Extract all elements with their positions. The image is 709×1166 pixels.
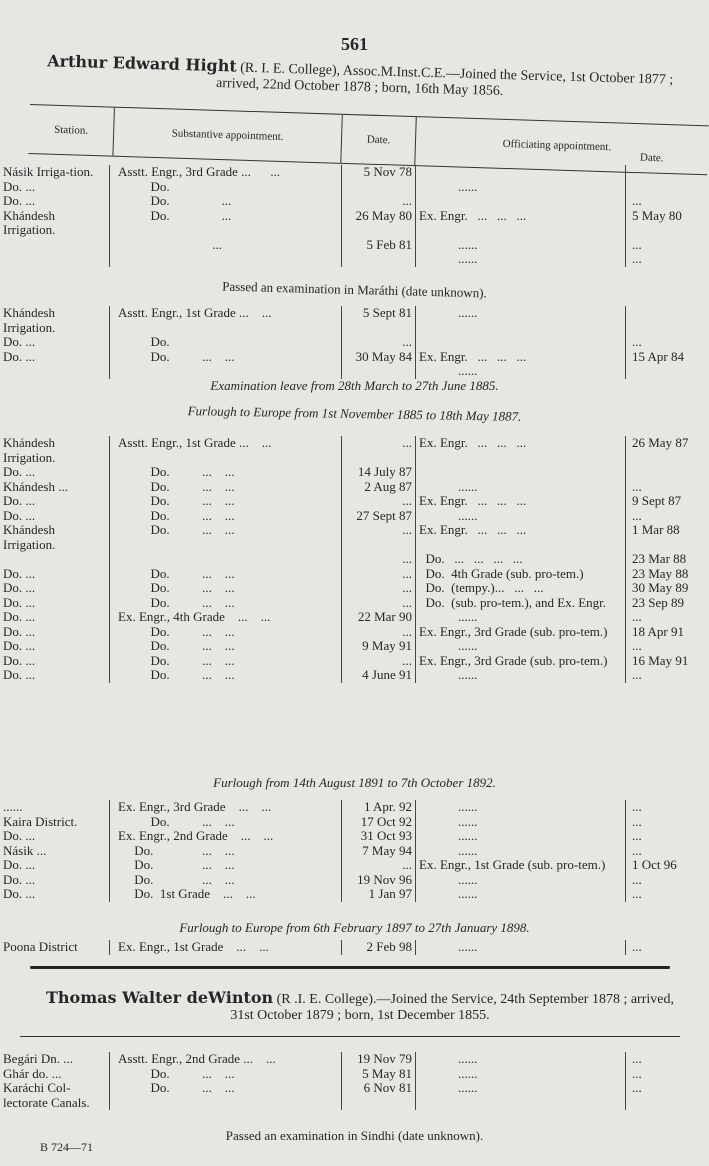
column-header-officiating: Officiating appointment. bbox=[502, 137, 612, 154]
officiating-date-cell: ... bbox=[632, 251, 642, 266]
substantive-cell bbox=[110, 552, 342, 567]
date-cell: ... bbox=[342, 335, 416, 350]
date-cell: 31 Oct 93 bbox=[342, 829, 416, 844]
officer-heading-dewinton bbox=[40, 990, 680, 1024]
substantive-cell: Do. ... ... bbox=[110, 523, 342, 552]
officiating-date-cell bbox=[626, 180, 709, 195]
date-cell: ... bbox=[342, 552, 416, 567]
station-cell: Do. ... bbox=[0, 639, 110, 654]
date-cell: 5 Nov 78 bbox=[342, 165, 416, 180]
officiating-cell: Ex. Engr. ... ... ... bbox=[416, 523, 626, 552]
date-cell: 9 May 91 bbox=[342, 639, 416, 654]
officiating-cell bbox=[416, 194, 626, 209]
date-cell: 6 Nov 81 bbox=[342, 1081, 416, 1110]
officiating-cell bbox=[416, 165, 626, 180]
officiating-cell: Do. 4th Grade (sub. pro-tem.) bbox=[416, 567, 626, 582]
substantive-cell bbox=[110, 364, 342, 379]
substantive-cell: Do. ... ... bbox=[110, 654, 342, 669]
substantive-cell: Asstt. Engr., 2nd Grade ... ... bbox=[110, 1052, 342, 1067]
date-cell: ... bbox=[342, 494, 416, 509]
service-table-section bbox=[0, 800, 709, 902]
column-header-date: Date. bbox=[341, 115, 416, 165]
table-row bbox=[0, 639, 709, 654]
officiating-cell: ...... bbox=[416, 252, 626, 267]
officiating-date-cell: ... bbox=[632, 1065, 642, 1081]
officiating-date-cell bbox=[626, 364, 709, 379]
column-header-substantive: Substantive appointment. bbox=[113, 108, 342, 163]
officiating-date-cell: ... bbox=[632, 813, 642, 829]
exam-note: Passed an examination in Sindhi (date unknown). bbox=[225, 1128, 484, 1143]
table-row bbox=[0, 844, 709, 859]
substantive-cell: Do. ... ... bbox=[110, 1067, 342, 1082]
officer-details: (R. I. E. College), Assoc.M.Inst.C.E.—Joined the Service, 1st October 1877 ; arrived, 22nd October 1878 ; born, 16th May 1856. bbox=[215, 60, 674, 100]
officiating-date-cell: ... bbox=[632, 828, 642, 843]
table-row bbox=[0, 1081, 709, 1110]
officiating-cell: ...... bbox=[416, 639, 626, 654]
station-cell: Kaira District. bbox=[0, 815, 110, 830]
date-cell: 14 July 87 bbox=[342, 465, 416, 480]
officiating-date-cell: 23 Sep 89 bbox=[632, 594, 684, 610]
date-cell: 2 Feb 98 bbox=[342, 940, 416, 955]
substantive-cell: Do. ... ... bbox=[110, 668, 342, 683]
officiating-date-cell bbox=[626, 465, 709, 480]
furlough-note: Furlough from 14th August 1891 to 7th October 1892. bbox=[213, 775, 496, 790]
date-cell: 22 Mar 90 bbox=[342, 610, 416, 625]
station-cell: Do. ... bbox=[0, 335, 110, 350]
officiating-cell: Ex. Engr. ... ... ... bbox=[416, 350, 626, 365]
substantive-cell: Ex. Engr., 4th Grade ... ... bbox=[110, 610, 342, 625]
substantive-cell: Do. 1st Grade ... ... bbox=[110, 887, 342, 902]
substantive-cell: Asstt. Engr., 1st Grade ... ... bbox=[110, 306, 342, 335]
station-cell: Do. ... bbox=[0, 350, 110, 365]
date-cell: 5 Sept 81 bbox=[342, 306, 416, 335]
station-cell: Násik Irriga-tion. bbox=[0, 165, 110, 180]
table-row bbox=[0, 887, 709, 902]
table-row bbox=[0, 465, 709, 480]
table-rule bbox=[20, 1036, 680, 1037]
officiating-date-cell: 23 May 88 bbox=[632, 565, 689, 581]
officiating-cell: ...... bbox=[416, 800, 626, 815]
date-cell: ... bbox=[342, 567, 416, 582]
date-cell: 19 Nov 79 bbox=[342, 1052, 416, 1067]
substantive-cell: Do. ... ... bbox=[110, 625, 342, 640]
officiating-date-cell: 5 May 80 bbox=[632, 207, 682, 223]
officiating-date-cell: ... bbox=[632, 871, 642, 887]
officer-name: Thomas Walter deWinton bbox=[46, 988, 274, 1007]
date-cell: ... bbox=[342, 625, 416, 640]
station-cell: Ghár do. ... bbox=[0, 1067, 110, 1082]
furlough-note: Furlough to Europe from 6th February 1897 to 27th January 1898. bbox=[179, 920, 530, 935]
date-cell: 4 June 91 bbox=[342, 668, 416, 683]
officiating-cell: ...... bbox=[416, 668, 626, 683]
date-cell: 7 May 94 bbox=[342, 844, 416, 859]
station-cell: Do. ... bbox=[0, 509, 110, 524]
station-cell: Do. ... bbox=[0, 596, 110, 611]
officiating-date-cell: 23 Mar 88 bbox=[632, 551, 687, 566]
officer-name: Arthur Edward Hight bbox=[46, 51, 238, 76]
officiating-cell bbox=[416, 465, 626, 480]
officiating-cell: Ex. Engr. ... ... ... bbox=[416, 494, 626, 509]
table-row bbox=[0, 1067, 709, 1082]
table-row bbox=[0, 1052, 709, 1067]
date-cell: 1 Jan 97 bbox=[342, 887, 416, 902]
officiating-cell: ...... bbox=[416, 238, 626, 253]
station-cell: Poona District bbox=[0, 940, 110, 955]
officer-details: (R .I. E. College).—Joined the Service, 24th September 1878 ; arrived, 31st October 1879 ; born, 1st December 1855. bbox=[230, 992, 674, 1023]
substantive-cell: Do. ... ... bbox=[110, 494, 342, 509]
officiating-cell: ...... bbox=[416, 509, 626, 524]
exam-note: Passed an examination in Maráthi (date unknown). bbox=[222, 278, 487, 301]
station-cell: Násik ... bbox=[0, 844, 110, 859]
date-cell bbox=[342, 180, 416, 195]
date-cell: ... bbox=[342, 581, 416, 596]
date-cell: ... bbox=[342, 194, 416, 209]
table-row bbox=[0, 668, 709, 683]
table-row bbox=[0, 350, 709, 365]
table-row bbox=[0, 480, 709, 495]
station-cell: Do. ... bbox=[0, 465, 110, 480]
table-row bbox=[0, 567, 709, 582]
service-table-section bbox=[0, 436, 709, 683]
table-row bbox=[0, 364, 709, 379]
officiating-date-cell: 1 Oct 96 bbox=[632, 857, 677, 872]
substantive-cell: Do. ... ... bbox=[110, 844, 342, 859]
substantive-cell: Do. ... ... bbox=[110, 858, 342, 873]
date-cell: 1 Apr. 92 bbox=[342, 800, 416, 815]
substantive-cell: Do. ... ... bbox=[110, 596, 342, 611]
officiating-date-cell bbox=[626, 165, 709, 180]
table-row bbox=[0, 610, 709, 625]
section-divider bbox=[30, 966, 670, 969]
officiating-cell: ...... bbox=[416, 610, 626, 625]
table-row bbox=[0, 509, 709, 524]
table-row bbox=[0, 494, 709, 509]
station-cell: Khándesh Irrigation. bbox=[0, 523, 110, 552]
station-cell: Do. ... bbox=[0, 668, 110, 683]
station-cell: Do. ... bbox=[0, 180, 110, 195]
date-cell bbox=[342, 364, 416, 379]
table-row bbox=[0, 436, 709, 465]
table-row bbox=[0, 581, 709, 596]
service-table-section bbox=[0, 165, 709, 267]
officiating-date-cell: 18 Apr 91 bbox=[632, 623, 684, 639]
officer-heading-hight bbox=[40, 53, 681, 105]
officiating-date-cell bbox=[626, 306, 709, 335]
station-cell: Do. ... bbox=[0, 567, 110, 582]
table-row bbox=[0, 209, 709, 238]
substantive-cell: Ex. Engr., 3rd Grade ... ... bbox=[110, 800, 342, 815]
substantive-cell: Do. bbox=[110, 335, 342, 350]
officiating-date-cell: ... bbox=[632, 334, 642, 349]
table-row bbox=[0, 873, 709, 888]
station-cell: Do. ... bbox=[0, 581, 110, 596]
officiating-date-cell: ... bbox=[632, 193, 642, 208]
substantive-cell: Do. ... ... bbox=[110, 639, 342, 654]
officiating-date-cell: 1 Mar 88 bbox=[632, 522, 680, 537]
table-row bbox=[0, 858, 709, 873]
date-cell: 30 May 84 bbox=[342, 350, 416, 365]
date-cell: 5 Feb 81 bbox=[342, 238, 416, 253]
service-table-section bbox=[0, 940, 709, 955]
table-row bbox=[0, 252, 709, 267]
leave-note: Examination leave from 28th March to 27th June 1885. bbox=[210, 378, 499, 393]
officiating-cell: ...... bbox=[416, 1052, 626, 1067]
officiating-cell: Ex. Engr. ... ... ... bbox=[416, 436, 626, 465]
date-cell: ... bbox=[342, 654, 416, 669]
officiating-cell: ...... bbox=[416, 815, 626, 830]
officiating-date-cell: 30 May 89 bbox=[632, 580, 689, 595]
officiating-date-cell: ... bbox=[632, 507, 642, 523]
table-row bbox=[0, 194, 709, 209]
substantive-cell bbox=[110, 252, 342, 267]
station-cell: Khándesh Irrigation. bbox=[0, 436, 110, 465]
substantive-cell: Asstt. Engr., 1st Grade ... ... bbox=[110, 436, 342, 465]
officiating-cell: ...... bbox=[416, 940, 626, 955]
date-cell: 2 Aug 87 bbox=[342, 480, 416, 495]
station-cell: Begári Dn. ... bbox=[0, 1052, 110, 1067]
date-cell: ... bbox=[342, 523, 416, 552]
officiating-date-cell: ... bbox=[632, 236, 642, 252]
station-cell: Do. ... bbox=[0, 887, 110, 902]
officiating-cell: ...... bbox=[416, 887, 626, 902]
substantive-cell: Do. ... ... bbox=[110, 581, 342, 596]
officiating-cell: ...... bbox=[416, 829, 626, 844]
service-table-section bbox=[0, 306, 709, 379]
station-cell: Karáchi Col-lectorate Canals. bbox=[0, 1081, 110, 1110]
table-row bbox=[0, 523, 709, 552]
officiating-date-cell: 15 Apr 84 bbox=[632, 348, 684, 364]
column-header-officiating-date: Date. bbox=[639, 151, 664, 165]
substantive-cell: Do. ... ... bbox=[110, 873, 342, 888]
substantive-cell: Do. ... ... bbox=[110, 1081, 342, 1110]
date-cell: 26 May 80 bbox=[342, 209, 416, 238]
officiating-cell: Ex. Engr., 1st Grade (sub. pro-tem.) bbox=[416, 858, 626, 873]
officiating-cell: Do. (tempy.)... ... ... bbox=[416, 581, 626, 596]
substantive-cell: Do. ... ... bbox=[110, 567, 342, 582]
table-row bbox=[0, 625, 709, 640]
date-cell bbox=[342, 252, 416, 267]
substantive-cell: Do. ... ... bbox=[110, 350, 342, 365]
date-cell: 5 May 81 bbox=[342, 1067, 416, 1082]
table-row bbox=[0, 335, 709, 350]
table-row bbox=[0, 940, 709, 955]
officiating-cell: ...... bbox=[416, 873, 626, 888]
officiating-cell: Ex. Engr., 3rd Grade (sub. pro-tem.) bbox=[416, 625, 626, 640]
substantive-cell: Do. ... ... bbox=[110, 465, 342, 480]
officiating-cell: Do. ... ... ... ... bbox=[416, 552, 626, 567]
officiating-date-cell: ... bbox=[632, 478, 642, 494]
officiating-date-cell: ... bbox=[632, 638, 642, 653]
table-row bbox=[0, 815, 709, 830]
substantive-cell: Do. ... ... bbox=[110, 480, 342, 495]
officiating-date-cell: ... bbox=[632, 1051, 642, 1066]
table-row bbox=[0, 165, 709, 180]
station-cell bbox=[0, 364, 110, 379]
table-row bbox=[0, 654, 709, 669]
station-cell: Khándesh ... bbox=[0, 480, 110, 495]
table-row bbox=[0, 596, 709, 611]
date-cell: 27 Sept 87 bbox=[342, 509, 416, 524]
officiating-cell: ...... bbox=[416, 306, 626, 335]
officiating-cell: Do. (sub. pro-tem.), and Ex. Engr. bbox=[416, 596, 626, 611]
station-cell bbox=[0, 552, 110, 567]
table-row bbox=[0, 306, 709, 335]
date-cell: ... bbox=[342, 436, 416, 465]
substantive-cell: Do. ... ... bbox=[110, 815, 342, 830]
table-row bbox=[0, 180, 709, 195]
date-cell: 19 Nov 96 bbox=[342, 873, 416, 888]
date-cell: ... bbox=[342, 858, 416, 873]
table-row bbox=[0, 800, 709, 815]
date-cell: 17 Oct 92 bbox=[342, 815, 416, 830]
officiating-cell: ...... bbox=[416, 844, 626, 859]
officiating-date-cell: 26 May 87 bbox=[632, 435, 689, 450]
officiating-date-cell: ... bbox=[632, 667, 642, 682]
officiating-date-cell: ... bbox=[632, 842, 642, 858]
station-cell: Do. ... bbox=[0, 194, 110, 209]
officiating-cell: ...... bbox=[416, 480, 626, 495]
substantive-cell: Asstt. Engr., 3rd Grade ... ... bbox=[110, 165, 342, 180]
table-row bbox=[0, 829, 709, 844]
page-number: 561 bbox=[341, 34, 368, 54]
officiating-cell: ...... bbox=[416, 1067, 626, 1082]
officiating-cell: ...... bbox=[416, 1081, 626, 1110]
station-cell: Do. ... bbox=[0, 494, 110, 509]
substantive-cell: Ex. Engr., 1st Grade ... ... bbox=[110, 940, 342, 955]
station-cell bbox=[0, 252, 110, 267]
station-cell: Do. ... bbox=[0, 610, 110, 625]
officiating-date-cell: 9 Sept 87 bbox=[632, 493, 682, 508]
substantive-cell: Ex. Engr., 2nd Grade ... ... bbox=[110, 829, 342, 844]
column-header-station: Station. bbox=[28, 105, 114, 156]
station-cell: Do. ... bbox=[0, 873, 110, 888]
officiating-cell: ...... bbox=[416, 364, 626, 379]
officiating-date-cell: 16 May 91 bbox=[632, 652, 689, 668]
officiating-date-cell: ... bbox=[632, 886, 642, 901]
furlough-note: Furlough to Europe from 1st November 1885 to 18th May 1887. bbox=[187, 403, 522, 424]
station-cell: Do. ... bbox=[0, 858, 110, 873]
officiating-cell: Ex. Engr., 3rd Grade (sub. pro-tem.) bbox=[416, 654, 626, 669]
station-cell: Do. ... bbox=[0, 829, 110, 844]
officiating-cell: Ex. Engr. ... ... ... bbox=[416, 209, 626, 238]
printer-mark: B 724—71 bbox=[40, 1140, 94, 1154]
station-cell bbox=[0, 238, 110, 253]
table-row bbox=[0, 552, 709, 567]
officiating-date-cell: ... bbox=[632, 1080, 642, 1095]
officiating-date-cell: ... bbox=[632, 609, 642, 624]
station-cell: Khándesh Irrigation. bbox=[0, 209, 110, 238]
officiating-cell bbox=[416, 335, 626, 350]
officiating-cell: ...... bbox=[416, 180, 626, 195]
station-cell: Khándesh Irrigation. bbox=[0, 306, 110, 335]
officiating-date-cell: ... bbox=[632, 939, 642, 954]
date-cell: ... bbox=[342, 596, 416, 611]
station-cell: ...... bbox=[0, 800, 110, 815]
substantive-cell: Do. ... bbox=[110, 209, 342, 238]
substantive-cell: Do. ... ... bbox=[110, 509, 342, 524]
substantive-cell: Do. bbox=[110, 180, 342, 195]
table-row bbox=[0, 238, 709, 253]
substantive-cell: Do. ... bbox=[110, 194, 342, 209]
station-cell: Do. ... bbox=[0, 654, 110, 669]
service-table-section bbox=[0, 1052, 709, 1110]
officiating-date-cell: ... bbox=[632, 799, 642, 814]
station-cell: Do. ... bbox=[0, 625, 110, 640]
substantive-cell: ... bbox=[110, 238, 342, 253]
